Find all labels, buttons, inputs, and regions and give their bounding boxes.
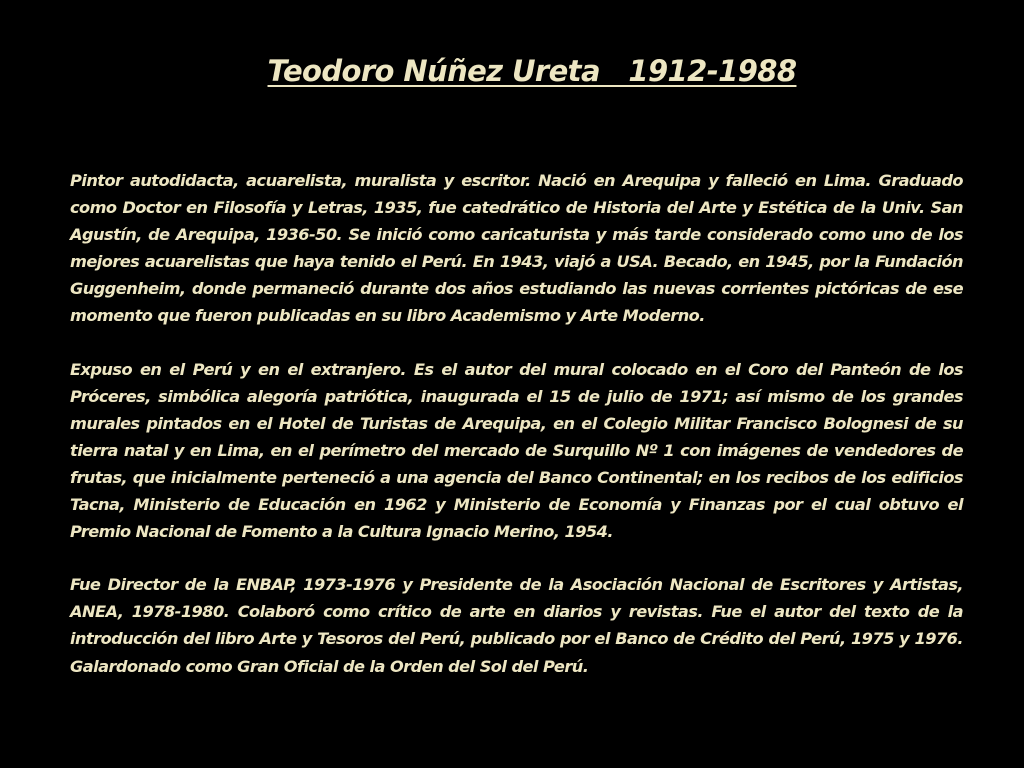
slide-title: Teodoro Núñez Ureta 1912-1988 — [267, 54, 797, 88]
biography-paragraph-3: Fue Director de la ENBAP, 1973-1976 y Presidente de la Asociación Nacional de Escritores y Artistas, ANEA, 1978-1980. Colaboró como crítico de arte en diarios y revistas. Fue el autor del texto de la introducción del libro Arte y Tesoros del Perú, publicado por el Banco de Crédito del Perú, 1975 y 1976. Galardonado como Gran Oficial de la Orden del Sol del Perú. — [70, 575, 963, 676]
biography-text — [70, 167, 963, 680]
biography-paragraph-2: Expuso en el Perú y en el extranjero. Es el autor del mural colocado en el Coro del Panteón de los Próceres, simbólica alegoría patriótica, inaugurada el 15 de julio de 1971; así mismo de los grandes murales pintados en el Hotel de Turistas de Arequipa, en el Colegio Militar Francisco Bolognesi de su tierra natal y en Lima, en el perímetro del mercado de Surquillo Nº 1 con imágenes de vendedores de frutas, que inicialmente perteneció a una agencia del Banco Continental; en los recibos de los edificios Tacna, Ministerio de Educación en 1962 y Ministerio de Economía y Finanzas por el cual obtuvo el Premio Nacional de Fomento a la Cultura Ignacio Merino, 1954. — [70, 359, 963, 542]
biography-paragraph-1: Pintor autodidacta, acuarelista, muralista y escritor. Nació en Arequipa y falleció en Lima. Graduado como Doctor en Filosofía y Letras, 1935, fue catedrático de Historia del Arte y Estética de la Univ. San Agustín, de Arequipa, 1936-50. Se inició como caricaturista y más tarde considerado como uno de los mejores acuarelistas que haya tenido el Perú. En 1943, viajó a USA. Becado, en 1945, por la Fundación Guggenheim, donde permaneció durante dos años estudiando las nuevas corrientes pictóricas de ese momento que fueron publicadas en su libro Academismo y Arte Moderno. — [70, 171, 963, 326]
